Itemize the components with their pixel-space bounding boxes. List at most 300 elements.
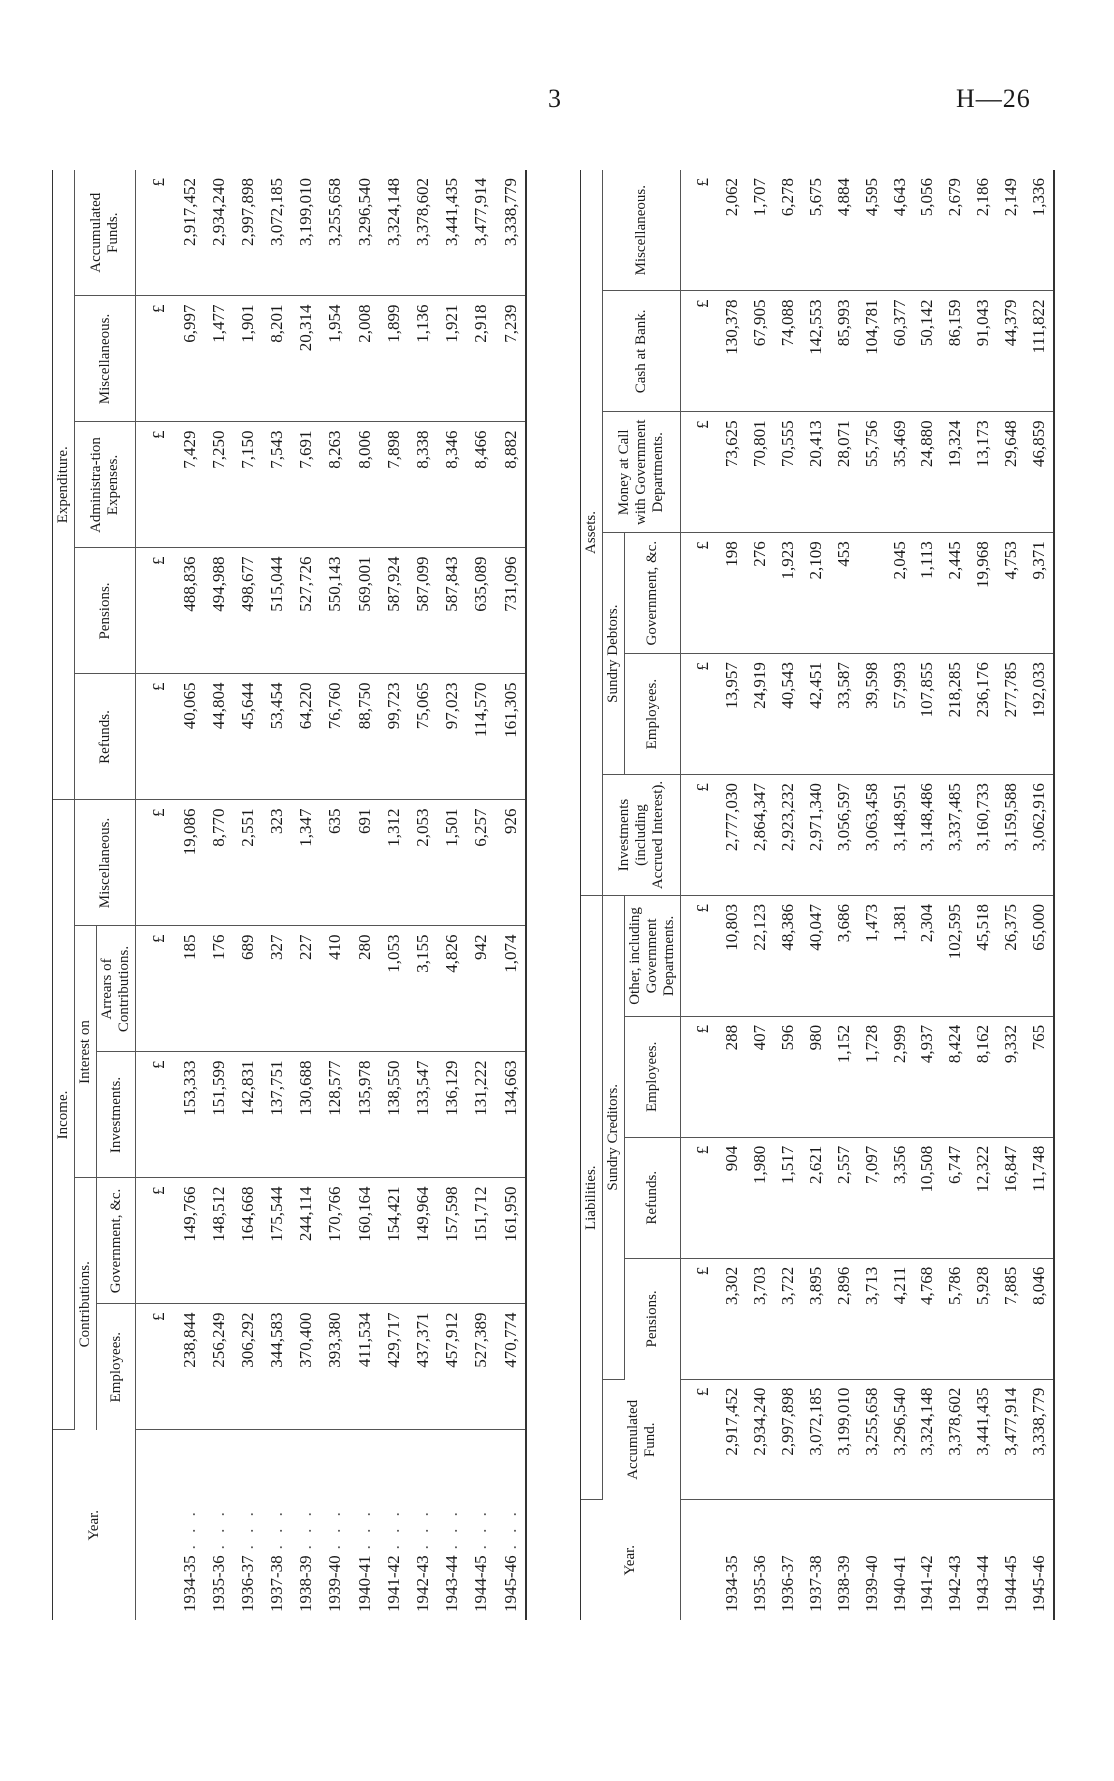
table-row — [175, 170, 204, 1620]
value-cell: 57,993 — [885, 654, 913, 775]
value-cell: 1,336 — [1025, 170, 1054, 291]
value-cell: 8,162 — [969, 1016, 997, 1137]
value-cell: 3,155 — [408, 926, 437, 1052]
year-cell: 1941-42 — [917, 1555, 937, 1612]
header-sundry-creditors: Sundry Creditors. — [603, 895, 625, 1379]
header-year-2: Year. — [581, 1500, 681, 1620]
value-cell: 20,413 — [802, 412, 830, 533]
unit-cell: £ — [681, 895, 718, 1016]
value-cell: 323 — [262, 800, 291, 926]
header-pensions: Pensions. — [75, 548, 136, 674]
value-cell: 7,250 — [204, 422, 233, 548]
value-cell: 128,577 — [320, 1052, 349, 1178]
value-cell: 19,324 — [941, 412, 969, 533]
value-cell: 45,644 — [233, 674, 262, 800]
header-assets-miscellaneous: Miscellaneous. — [603, 170, 681, 291]
value-cell: 8,046 — [1025, 1258, 1054, 1379]
value-cell: 904 — [718, 1137, 746, 1258]
header-refunds: Refunds. — [75, 674, 136, 800]
value-cell: 5,928 — [969, 1258, 997, 1379]
value-cell: 10,508 — [913, 1137, 941, 1258]
value-cell: 6,997 — [175, 296, 204, 422]
value-cell: 3,148,486 — [913, 775, 941, 896]
value-cell: 1,152 — [829, 1016, 857, 1137]
value-cell: 3,477,914 — [466, 170, 495, 296]
value-cell: 569,001 — [349, 548, 378, 674]
value-cell: 1,517 — [774, 1137, 802, 1258]
header-creditor-refunds: Refunds. — [625, 1137, 681, 1258]
value-cell: 133,547 — [408, 1052, 437, 1178]
header-employees: Employees. — [97, 1304, 136, 1430]
leader-dots: . . . — [296, 1508, 316, 1550]
table-row — [379, 170, 408, 1620]
value-cell: 28,071 — [829, 412, 857, 533]
value-cell: 35,469 — [885, 412, 913, 533]
value-cell: 7,691 — [291, 422, 320, 548]
value-cell: 9,371 — [1025, 533, 1054, 654]
value-cell: 44,379 — [997, 291, 1025, 412]
year-cell: 1939-40. . . — [325, 1508, 345, 1612]
header-investments: Investments. — [97, 1052, 136, 1178]
year-cell: 1943-44. . . — [441, 1508, 461, 1612]
value-cell: 587,843 — [437, 548, 466, 674]
header-government: Government, &c. — [97, 1178, 136, 1304]
value-cell: 161,305 — [495, 674, 526, 800]
value-cell: 527,726 — [291, 548, 320, 674]
value-cell: 9,332 — [997, 1016, 1025, 1137]
header-accumulated-funds: Accumulated Funds. — [75, 170, 136, 296]
table-row — [466, 170, 495, 1620]
value-cell: 635,089 — [466, 548, 495, 674]
value-cell: 4,768 — [913, 1258, 941, 1379]
value-cell: 13,173 — [969, 412, 997, 533]
value-cell: 1,312 — [379, 800, 408, 926]
unit-cell: £ — [681, 533, 718, 654]
value-cell: 198 — [718, 533, 746, 654]
value-cell: 1,136 — [408, 296, 437, 422]
value-cell: 4,643 — [885, 170, 913, 291]
year-cell: 1938-39. . . — [296, 1508, 316, 1612]
value-cell: 3,324,148 — [913, 1379, 941, 1500]
value-cell: 75,065 — [408, 674, 437, 800]
value-cell: 527,389 — [466, 1304, 495, 1430]
value-cell: 131,222 — [466, 1052, 495, 1178]
value-cell: 370,400 — [291, 1304, 320, 1430]
value-cell: 457,912 — [437, 1304, 466, 1430]
value-cell: 2,053 — [408, 800, 437, 926]
year-cell: 1944-45. . . — [471, 1508, 491, 1612]
table-row — [774, 170, 802, 1620]
value-cell: 157,598 — [437, 1178, 466, 1304]
value-cell: 130,378 — [718, 291, 746, 412]
value-cell: 149,766 — [175, 1178, 204, 1304]
value-cell: 236,176 — [969, 654, 997, 775]
value-cell: 97,023 — [437, 674, 466, 800]
table-row — [802, 170, 830, 1620]
value-cell: 1,899 — [379, 296, 408, 422]
value-cell: 104,781 — [857, 291, 885, 412]
year-cell: 1940-41. . . — [354, 1508, 374, 1612]
value-cell: 280 — [349, 926, 378, 1052]
year-cell: 1934-35. . . — [179, 1508, 199, 1612]
value-cell: 689 — [233, 926, 262, 1052]
value-cell: 3,441,435 — [969, 1379, 997, 1500]
value-cell: 3,703 — [746, 1258, 774, 1379]
value-cell: 1,381 — [885, 895, 913, 1016]
value-cell: 10,803 — [718, 895, 746, 1016]
value-cell: 942 — [466, 926, 495, 1052]
value-cell: 227 — [291, 926, 320, 1052]
value-cell: 3,477,914 — [997, 1379, 1025, 1500]
table-row — [885, 170, 913, 1620]
leader-dots: . . . — [237, 1508, 257, 1550]
value-cell: 3,378,602 — [408, 170, 437, 296]
value-cell: 3,302 — [718, 1258, 746, 1379]
value-cell: 44,804 — [204, 674, 233, 800]
value-cell: 70,801 — [746, 412, 774, 533]
income-expenditure-table — [52, 170, 527, 1620]
value-cell: 7,429 — [175, 422, 204, 548]
value-cell: 470,774 — [495, 1304, 526, 1430]
value-cell: 7,239 — [495, 296, 526, 422]
value-cell: 1,113 — [913, 533, 941, 654]
header-administration: Administra-tion Expenses. — [75, 422, 136, 548]
value-cell: 256,249 — [204, 1304, 233, 1430]
value-cell: 2,997,898 — [233, 170, 262, 296]
unit-cell: £ — [136, 422, 175, 548]
value-cell: 6,278 — [774, 170, 802, 291]
table-row — [746, 170, 774, 1620]
value-cell: 111,822 — [1025, 291, 1054, 412]
unit-cell: £ — [681, 170, 718, 291]
value-cell: 3,356 — [885, 1137, 913, 1258]
value-cell: 161,950 — [495, 1178, 526, 1304]
value-cell: 7,543 — [262, 422, 291, 548]
value-cell: 1,707 — [746, 170, 774, 291]
value-cell: 53,454 — [262, 674, 291, 800]
value-cell: 176 — [204, 926, 233, 1052]
value-cell: 4,211 — [885, 1258, 913, 1379]
value-cell: 40,047 — [802, 895, 830, 1016]
value-cell: 16,847 — [997, 1137, 1025, 1258]
unit-cell: £ — [136, 1178, 175, 1304]
unit-cell: £ — [681, 654, 718, 775]
unit-cell: £ — [681, 775, 718, 896]
value-cell: 2,997,898 — [774, 1379, 802, 1500]
value-cell: 3,378,602 — [941, 1379, 969, 1500]
table-row — [495, 170, 526, 1620]
year-cell: 1936-37 — [778, 1555, 798, 1612]
unit-cell: £ — [136, 548, 175, 674]
value-cell: 6,747 — [941, 1137, 969, 1258]
value-cell: 175,544 — [262, 1178, 291, 1304]
value-cell: 3,159,588 — [997, 775, 1025, 896]
value-cell: 2,934,240 — [746, 1379, 774, 1500]
page-number: 3 — [548, 84, 561, 113]
value-cell: 70,555 — [774, 412, 802, 533]
value-cell: 1,477 — [204, 296, 233, 422]
value-cell: 765 — [1025, 1016, 1054, 1137]
unit-row — [681, 170, 718, 1620]
page-code: H—26 — [956, 84, 1031, 113]
value-cell: 498,677 — [233, 548, 262, 674]
value-cell: 3,148,951 — [885, 775, 913, 896]
leader-dots: . . . — [354, 1508, 374, 1550]
unit-cell: £ — [136, 926, 175, 1052]
value-cell: 3,686 — [829, 895, 857, 1016]
value-cell: 148,512 — [204, 1178, 233, 1304]
year-cell: 1941-42. . . — [383, 1508, 403, 1612]
value-cell: 3,713 — [857, 1258, 885, 1379]
value-cell: 86,159 — [941, 291, 969, 412]
value-cell: 5,786 — [941, 1258, 969, 1379]
leader-dots: . . . — [412, 1508, 432, 1550]
table-row — [969, 170, 997, 1620]
header-money-at-call: Money at Call with Government Departments. — [603, 412, 681, 533]
value-cell: 344,583 — [262, 1304, 291, 1430]
value-cell: 142,831 — [233, 1052, 262, 1178]
value-cell: 980 — [802, 1016, 830, 1137]
unit-cell: £ — [136, 170, 175, 296]
value-cell: 39,598 — [857, 654, 885, 775]
value-cell: 2,304 — [913, 895, 941, 1016]
header-expenditure-miscellaneous: Miscellaneous. — [75, 296, 136, 422]
value-cell: 13,957 — [718, 654, 746, 775]
value-cell: 102,595 — [941, 895, 969, 1016]
table-row — [262, 170, 291, 1620]
year-cell: 1943-44 — [973, 1555, 993, 1612]
value-cell: 2,557 — [829, 1137, 857, 1258]
value-cell: 67,905 — [746, 291, 774, 412]
value-cell: 20,314 — [291, 296, 320, 422]
value-cell: 2,186 — [969, 170, 997, 291]
value-cell: 515,044 — [262, 548, 291, 674]
value-cell: 2,445 — [941, 533, 969, 654]
year-cell: 1944-45 — [1001, 1555, 1021, 1612]
header-arrears: Arrears of Contributions. — [97, 926, 136, 1052]
value-cell: 6,257 — [466, 800, 495, 926]
value-cell: 3,895 — [802, 1258, 830, 1379]
year-cell: 1945-46. . . — [495, 1430, 526, 1620]
income-expenditure-table-wrapper — [52, 170, 527, 1620]
unit-cell-empty — [136, 1430, 175, 1620]
leader-dots: . . . — [383, 1508, 403, 1550]
table-row — [291, 170, 320, 1620]
value-cell: 7,097 — [857, 1137, 885, 1258]
value-cell: 494,988 — [204, 548, 233, 674]
value-cell: 170,766 — [320, 1178, 349, 1304]
value-cell: 154,421 — [379, 1178, 408, 1304]
value-cell: 3,056,597 — [829, 775, 857, 896]
unit-row — [136, 170, 175, 1620]
value-cell: 45,518 — [969, 895, 997, 1016]
value-cell: 288 — [718, 1016, 746, 1137]
value-cell: 410 — [320, 926, 349, 1052]
table-row — [320, 170, 349, 1620]
unit-cell: £ — [136, 296, 175, 422]
unit-cell-empty — [681, 1500, 718, 1620]
value-cell: 550,143 — [320, 548, 349, 674]
value-cell: 138,550 — [379, 1052, 408, 1178]
unit-cell: £ — [681, 1137, 718, 1258]
value-cell: 40,543 — [774, 654, 802, 775]
value-cell: 185 — [175, 926, 204, 1052]
value-cell: 393,380 — [320, 1304, 349, 1430]
value-cell: 2,917,452 — [175, 170, 204, 296]
value-cell: 3,338,779 — [1025, 1379, 1054, 1500]
value-cell: 46,859 — [1025, 412, 1054, 533]
table-row — [349, 170, 378, 1620]
value-cell: 277,785 — [997, 654, 1025, 775]
leader-dots: . . . — [179, 1508, 199, 1550]
value-cell: 2,864,347 — [746, 775, 774, 896]
value-cell: 4,937 — [913, 1016, 941, 1137]
value-cell: 3,324,148 — [379, 170, 408, 296]
value-cell: 2,923,232 — [774, 775, 802, 896]
value-cell: 130,688 — [291, 1052, 320, 1178]
value-cell: 218,285 — [941, 654, 969, 775]
header-accumulated-fund: Accumulated Fund. — [603, 1379, 681, 1500]
leader-dots: . . . — [471, 1508, 491, 1550]
value-cell: 42,451 — [802, 654, 830, 775]
table-row — [1025, 170, 1054, 1620]
leader-dots: . . . — [500, 1508, 520, 1550]
value-cell: 8,006 — [349, 422, 378, 548]
value-cell: 1,954 — [320, 296, 349, 422]
year-cell: 1935-36 — [750, 1555, 770, 1612]
value-cell: 437,371 — [408, 1304, 437, 1430]
unit-cell: £ — [681, 412, 718, 533]
value-cell: 2,971,340 — [802, 775, 830, 896]
value-cell: 153,333 — [175, 1052, 204, 1178]
value-cell: 8,346 — [437, 422, 466, 548]
value-cell: 1,921 — [437, 296, 466, 422]
value-cell: 3,072,185 — [262, 170, 291, 296]
value-cell: 19,968 — [969, 533, 997, 654]
value-cell: 65,000 — [1025, 895, 1054, 1016]
value-cell: 74,088 — [774, 291, 802, 412]
value-cell: 587,924 — [379, 548, 408, 674]
unit-cell: £ — [681, 1379, 718, 1500]
value-cell: 1,473 — [857, 895, 885, 1016]
value-cell: 2,062 — [718, 170, 746, 291]
value-cell: 4,595 — [857, 170, 885, 291]
value-cell: 4,884 — [829, 170, 857, 291]
table-row — [437, 170, 466, 1620]
header-creditor-employees: Employees. — [625, 1016, 681, 1137]
header-income-miscellaneous: Miscellaneous. — [75, 800, 136, 926]
header-creditor-pensions: Pensions. — [625, 1258, 681, 1379]
value-cell: 8,770 — [204, 800, 233, 926]
header-interest-on: Interest on — [75, 926, 97, 1178]
value-cell: 7,885 — [997, 1258, 1025, 1379]
value-cell: 91,043 — [969, 291, 997, 412]
value-cell: 2,621 — [802, 1137, 830, 1258]
header-cash-at-bank: Cash at Bank. — [603, 291, 681, 412]
value-cell: 22,123 — [746, 895, 774, 1016]
value-cell: 7,898 — [379, 422, 408, 548]
value-cell: 3,441,435 — [437, 170, 466, 296]
value-cell: 429,717 — [379, 1304, 408, 1430]
value-cell: 11,748 — [1025, 1137, 1054, 1258]
value-cell: 8,466 — [466, 422, 495, 548]
value-cell: 151,599 — [204, 1052, 233, 1178]
value-cell: 2,008 — [349, 296, 378, 422]
unit-cell: £ — [136, 800, 175, 926]
value-cell: 60,377 — [885, 291, 913, 412]
value-cell: 3,072,185 — [802, 1379, 830, 1500]
year-cell: 1937-38. . . — [267, 1508, 287, 1612]
value-cell: 2,999 — [885, 1016, 913, 1137]
value-cell: 64,220 — [291, 674, 320, 800]
value-cell: 453 — [829, 533, 857, 654]
value-cell: 1,728 — [857, 1016, 885, 1137]
value-cell: 192,033 — [1025, 654, 1054, 775]
value-cell: 3,296,540 — [349, 170, 378, 296]
value-cell: 114,570 — [466, 674, 495, 800]
header-investments-accrued: Investments (including Accrued Interest). — [603, 775, 681, 896]
value-cell: 76,760 — [320, 674, 349, 800]
value-cell: 48,386 — [774, 895, 802, 1016]
value-cell: 1,053 — [379, 926, 408, 1052]
value-cell: 5,675 — [802, 170, 830, 291]
header-creditor-other: Other, including Government Departments. — [625, 895, 681, 1016]
table-row — [857, 170, 885, 1620]
value-cell: 3,255,658 — [857, 1379, 885, 1500]
value-cell: 3,062,916 — [1025, 775, 1054, 896]
leader-dots: . . . — [325, 1508, 345, 1550]
value-cell: 33,587 — [829, 654, 857, 775]
value-cell: 160,164 — [349, 1178, 378, 1304]
value-cell: 1,980 — [746, 1137, 774, 1258]
header-liabilities: Liabilities. — [581, 895, 603, 1500]
year-cell: 1937-38 — [805, 1555, 825, 1612]
value-cell: 8,424 — [941, 1016, 969, 1137]
value-cell: 88,750 — [349, 674, 378, 800]
value-cell: 1,347 — [291, 800, 320, 926]
value-cell: 3,337,485 — [941, 775, 969, 896]
liabilities-assets-table — [580, 170, 1055, 1620]
value-cell: 587,099 — [408, 548, 437, 674]
value-cell: 4,826 — [437, 926, 466, 1052]
value-cell: 149,964 — [408, 1178, 437, 1304]
header-sundry-debtors: Sundry Debtors. — [603, 533, 625, 775]
value-cell: 2,896 — [829, 1258, 857, 1379]
table-row — [204, 170, 233, 1620]
value-cell: 107,855 — [913, 654, 941, 775]
unit-cell: £ — [681, 1016, 718, 1137]
value-cell: 2,109 — [802, 533, 830, 654]
value-cell: 3,199,010 — [829, 1379, 857, 1500]
unit-cell: £ — [136, 1304, 175, 1430]
value-cell: 3,722 — [774, 1258, 802, 1379]
value-cell: 8,338 — [408, 422, 437, 548]
value-cell: 73,625 — [718, 412, 746, 533]
year-cell: 1940-41 — [889, 1555, 909, 1612]
table-row — [718, 170, 746, 1620]
unit-cell: £ — [681, 1258, 718, 1379]
value-cell: 4,753 — [997, 533, 1025, 654]
value-cell: 276 — [746, 533, 774, 654]
table-row — [233, 170, 262, 1620]
leader-dots: . . . — [441, 1508, 461, 1550]
value-cell: 26,375 — [997, 895, 1025, 1016]
year-cell: 1942-43. . . — [412, 1508, 432, 1612]
year-cell: 1945-46 — [1025, 1500, 1054, 1620]
value-cell: 99,723 — [379, 674, 408, 800]
value-cell: 2,045 — [885, 533, 913, 654]
unit-cell: £ — [681, 291, 718, 412]
